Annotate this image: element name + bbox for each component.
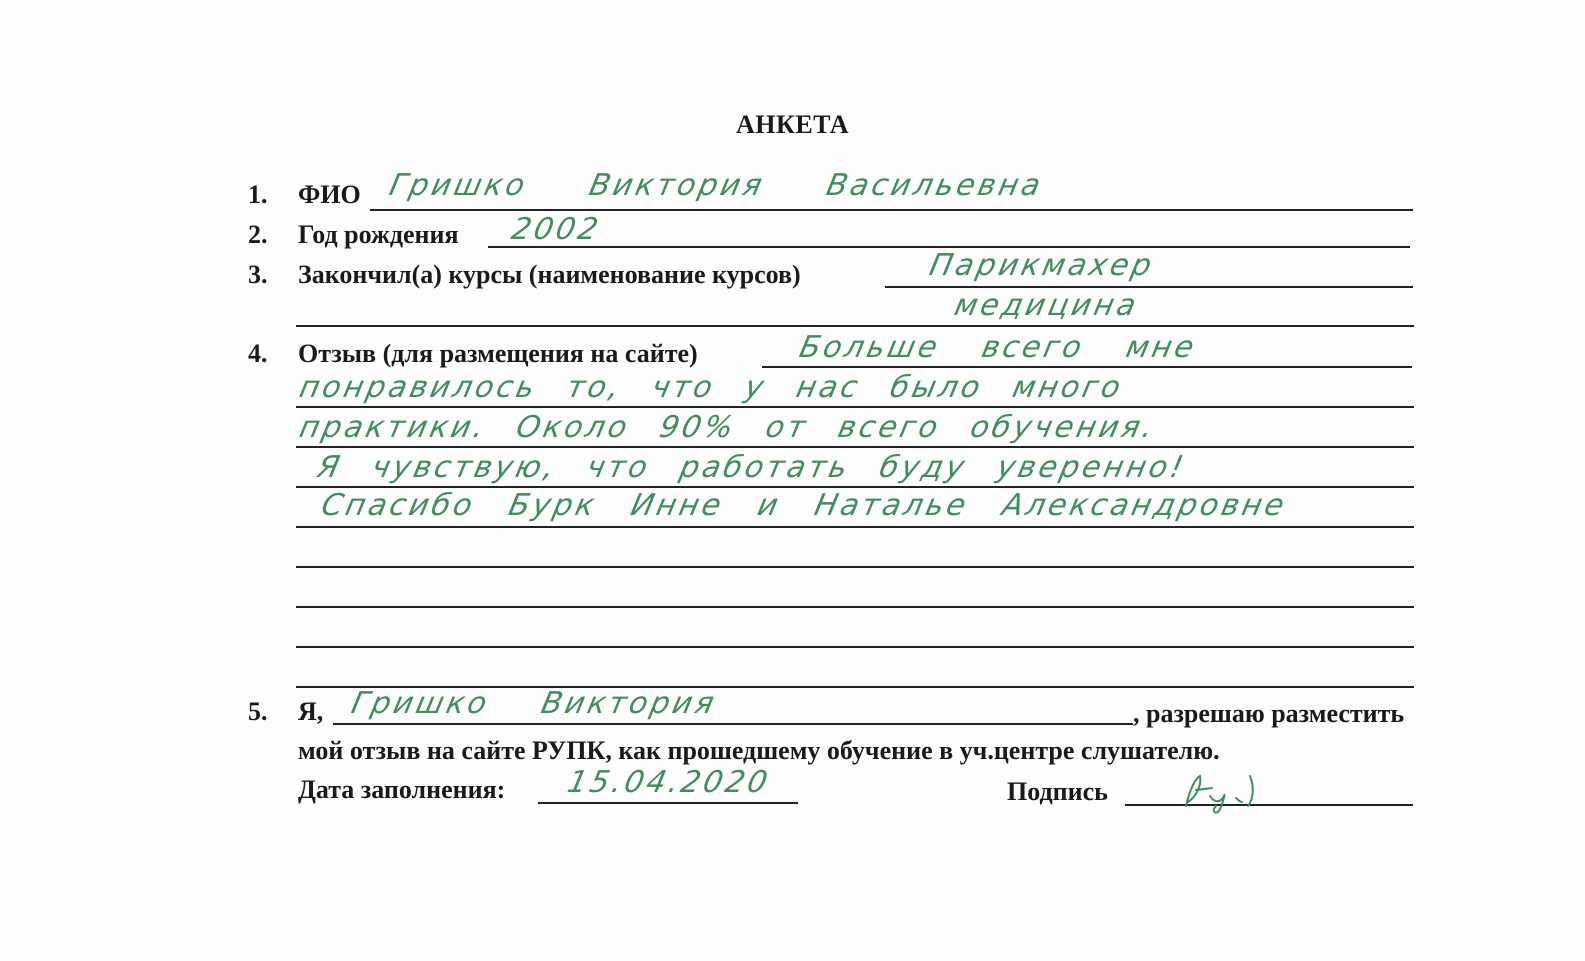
birth-year-label: Год рождения <box>298 220 459 249</box>
fio-label: ФИО <box>298 180 361 209</box>
courses-handwritten-line2: медицина <box>951 288 1142 323</box>
review-label: Отзыв (для размещения на сайте) <box>298 339 698 368</box>
signature-line <box>1125 804 1413 806</box>
review-line-5 <box>296 526 1414 528</box>
signature-scribble <box>1178 768 1268 818</box>
page-title: АНКЕТА <box>735 110 850 139</box>
review-handwritten-1: Больше всего мне <box>796 330 1200 365</box>
courses-line-2 <box>296 325 1414 327</box>
consent-suffix: , разрешаю разместить <box>1133 699 1405 728</box>
birth-year-handwritten: 2002 <box>508 212 605 247</box>
consent-continuation: мой отзыв на сайте РУПК, как прошедшему обучение в уч.центре слушателю. <box>298 736 1220 765</box>
item-number-5: 5. <box>248 697 268 726</box>
review-line-2 <box>296 406 1414 408</box>
fio-line <box>370 209 1413 211</box>
review-line-8 <box>296 646 1414 648</box>
review-handwritten-3: практики. Около 90% от всего обучения. <box>296 410 1160 445</box>
item-number-4: 4. <box>248 339 268 368</box>
item-number-1: 1. <box>248 180 268 209</box>
date-line <box>538 802 798 804</box>
signature-label: Подпись <box>1007 777 1108 806</box>
consent-name-handwritten: Гришко Виктория <box>348 686 721 721</box>
review-handwritten-5: Спасибо Бурк Инне и Наталье Александровне <box>318 488 1291 523</box>
item-number-2: 2. <box>248 220 268 249</box>
review-handwritten-4: Я чувствую, что работать буду уверенно! <box>314 450 1190 485</box>
consent-name-line <box>333 723 1133 725</box>
review-line-1 <box>762 366 1412 368</box>
review-line-7 <box>296 606 1414 608</box>
courses-handwritten: Парикмахер <box>926 248 1158 283</box>
review-line-3 <box>296 446 1414 448</box>
courses-label: Закончил(а) курсы (наименование курсов) <box>298 260 801 289</box>
review-handwritten-2: понравилось то, что у нас было много <box>296 370 1127 405</box>
date-handwritten: 15.04.2020 <box>564 765 774 800</box>
review-line-6 <box>296 566 1414 568</box>
date-label: Дата заполнения: <box>298 775 506 804</box>
item-number-3: 3. <box>248 260 268 289</box>
fio-handwritten: Гришко Виктория Васильевна <box>386 168 1047 203</box>
consent-prefix: Я, <box>298 697 324 726</box>
